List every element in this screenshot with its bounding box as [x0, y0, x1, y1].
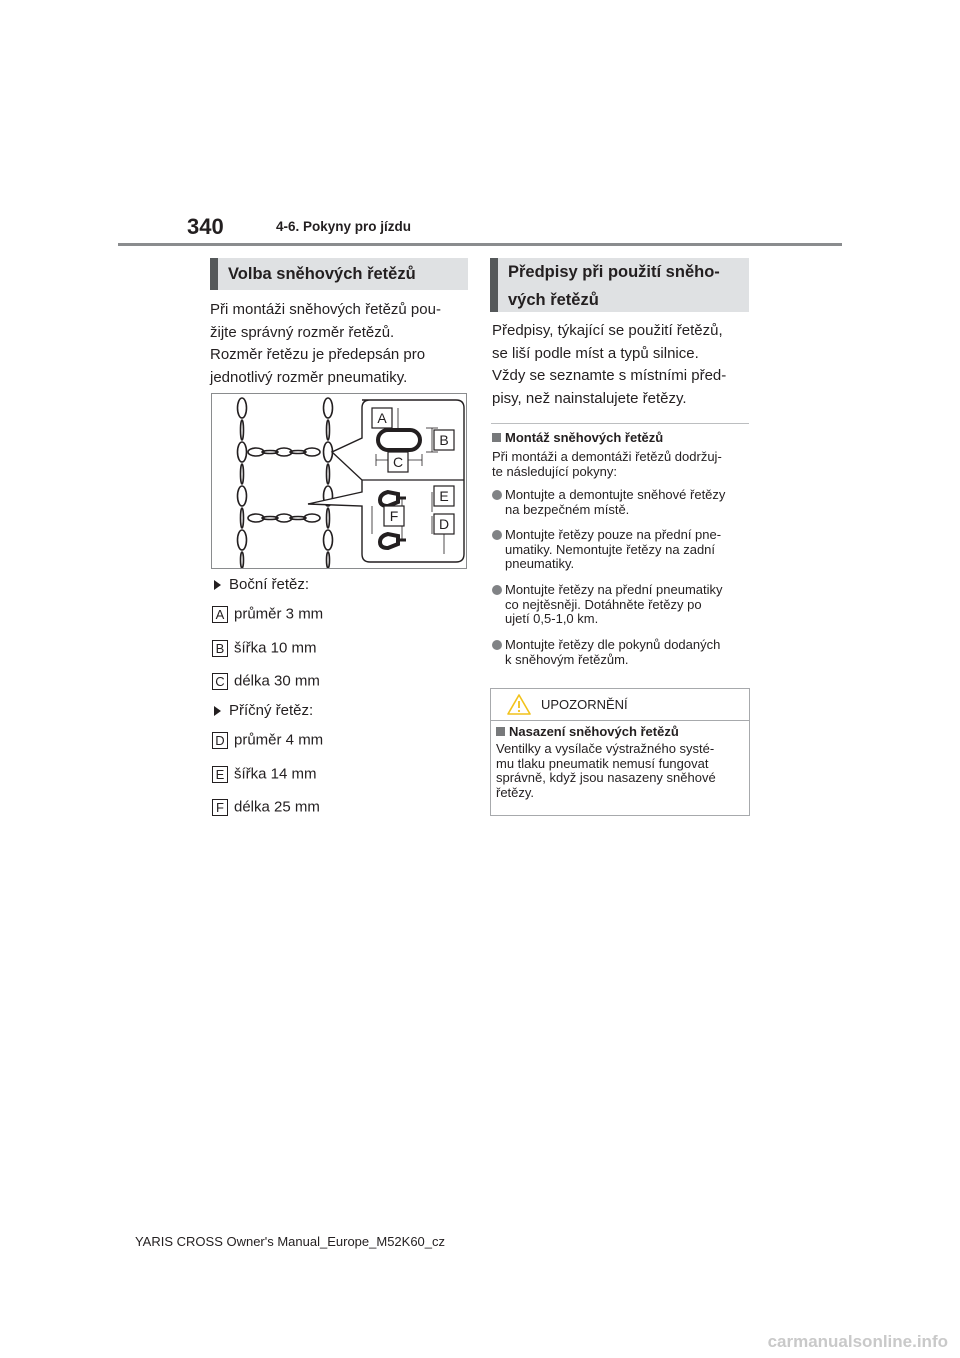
- spec-value: průměr 4 mm: [234, 731, 324, 749]
- figure-label: F: [389, 508, 399, 524]
- text-line: jednotlivý rozměr pneumatiky.: [210, 368, 408, 386]
- figure-label: C: [392, 454, 404, 470]
- list-item: [492, 638, 750, 667]
- text-line: Montujte a demontujte sněhové řetězy: [505, 487, 726, 502]
- page-number: 340: [187, 214, 224, 239]
- text-line: Rozměr řetězu je předepsán pro: [210, 346, 426, 363]
- text-line: pneumatiky.: [505, 556, 575, 571]
- list-item: [492, 583, 750, 627]
- spec-value: šířka 10 mm: [234, 639, 317, 657]
- side-chain-title: [214, 576, 309, 593]
- spec-key: B: [212, 640, 228, 657]
- text-line: Ventilky a vysílače výstražného systé-: [496, 741, 715, 756]
- text-line: k sněhovým řetězům.: [505, 651, 629, 667]
- arrow-icon: [214, 580, 221, 590]
- spec-item: [212, 672, 320, 692]
- bullet-dot-icon: [492, 530, 502, 540]
- bullet-dot-icon: [492, 585, 502, 595]
- spec-value: délka 25 mm: [234, 798, 320, 816]
- figure-label: E: [439, 488, 449, 504]
- warning-triangle-icon: [507, 694, 531, 715]
- spec-item: [212, 605, 323, 625]
- heading-line: Předpisy při použití sněho-: [508, 263, 720, 281]
- cross-chain-label: Příčný řetěz:: [229, 702, 314, 719]
- spec-value: délka 30 mm: [234, 672, 320, 690]
- text-line: Montujte řetězy dle pokynů dodaných: [505, 637, 721, 652]
- bullet-dot-icon: [492, 640, 502, 650]
- heading-text: Volba sněhových řetězů: [228, 265, 416, 283]
- text-line: mu tlaku pneumatik nemusí fungovat: [496, 755, 709, 771]
- side-chain-right: [324, 398, 333, 568]
- footer: [0, 1234, 960, 1249]
- text-line: Montujte řetězy pouze na přední pne-: [505, 527, 722, 542]
- heading-line: vých řetězů: [508, 291, 599, 309]
- text-line: Vždy se seznamte s místními před-: [492, 367, 727, 384]
- cross-chain-bottom: [248, 514, 320, 522]
- spec-item: [212, 798, 320, 818]
- footer-text: YARIS CROSS Owner's Manual_Europe_M52K60_cz: [134, 1234, 446, 1249]
- heading-snow-chain-choice: [210, 258, 468, 290]
- cross-chain-top: [248, 448, 320, 456]
- text-line: Při montáži sněhových řetězů pou-: [210, 301, 441, 318]
- arrow-icon: [214, 706, 221, 716]
- divider: [491, 423, 749, 424]
- text-line: řetězy.: [496, 784, 535, 800]
- watermark: carmanualsonline.info: [767, 1332, 948, 1351]
- spec-item: [212, 639, 317, 659]
- warning-box: [490, 688, 750, 816]
- text-line: Montujte řetězy na přední pneumatiky: [505, 582, 723, 597]
- mount-intro: [492, 450, 752, 479]
- figure-label: A: [377, 410, 387, 426]
- text-line: te následující pokyny:: [492, 463, 618, 479]
- mount-heading-text: Montáž sněhových řetězů: [505, 430, 664, 445]
- text-line: na bezpečném místě.: [505, 501, 630, 517]
- spec-key: F: [212, 799, 228, 816]
- square-bullet-icon: [496, 727, 505, 736]
- left-paragraph: [210, 299, 470, 389]
- warning-text: [496, 742, 746, 800]
- list-item: [492, 488, 750, 517]
- spec-item: [212, 731, 323, 751]
- spec-value: šířka 14 mm: [234, 765, 317, 783]
- spec-key: D: [212, 732, 228, 749]
- section-title: 4-6. Pokyny pro jízdu: [276, 219, 412, 234]
- mount-heading: [492, 430, 663, 445]
- text-line: Při montáži a demontáži řetězů dodržuj-: [492, 449, 722, 464]
- figure-label: D: [438, 516, 450, 532]
- text-line: co nejtěsněji. Dotáhněte řetězy po: [505, 596, 702, 612]
- snow-chain-illustration: [212, 394, 466, 568]
- text-line: umatiky. Nemontujte řetězy na zadní: [505, 541, 716, 557]
- text-line: se liší podle míst a typů silnice.: [492, 344, 699, 362]
- warning-header: [491, 689, 749, 721]
- spec-key: C: [212, 673, 228, 690]
- warning-subheading-text: Nasazení sněhových řetězů: [509, 724, 679, 739]
- bullet-dot-icon: [492, 490, 502, 500]
- square-bullet-icon: [492, 433, 501, 442]
- text-line: žijte správný rozměr řetězů.: [210, 323, 395, 341]
- cross-chain-title: [214, 702, 313, 719]
- snow-chain-figure: [211, 393, 467, 569]
- warning-title: UPOZORNĚNÍ: [541, 697, 628, 712]
- text-line: ujetí 0,5-1,0 km.: [505, 611, 599, 626]
- spec-key: E: [212, 766, 228, 783]
- spec-value: průměr 3 mm: [234, 605, 324, 623]
- figure-label: B: [439, 432, 449, 448]
- right-paragraph: [492, 320, 754, 410]
- side-chain-left: [238, 398, 247, 568]
- text-line: pisy, než nainstalujete řetězy.: [492, 389, 687, 407]
- header-rule: [118, 243, 842, 246]
- spec-key: A: [212, 606, 228, 623]
- text-line: Předpisy, týkající se použití řetězů,: [492, 322, 723, 339]
- spec-item: [212, 765, 317, 785]
- heading-chain-regulations: [490, 258, 749, 312]
- list-item: [492, 528, 750, 572]
- side-chain-label: Boční řetěz:: [229, 576, 310, 593]
- warning-subheading: [496, 724, 679, 739]
- text-line: správně, když jsou nasazeny sněhové: [496, 770, 716, 785]
